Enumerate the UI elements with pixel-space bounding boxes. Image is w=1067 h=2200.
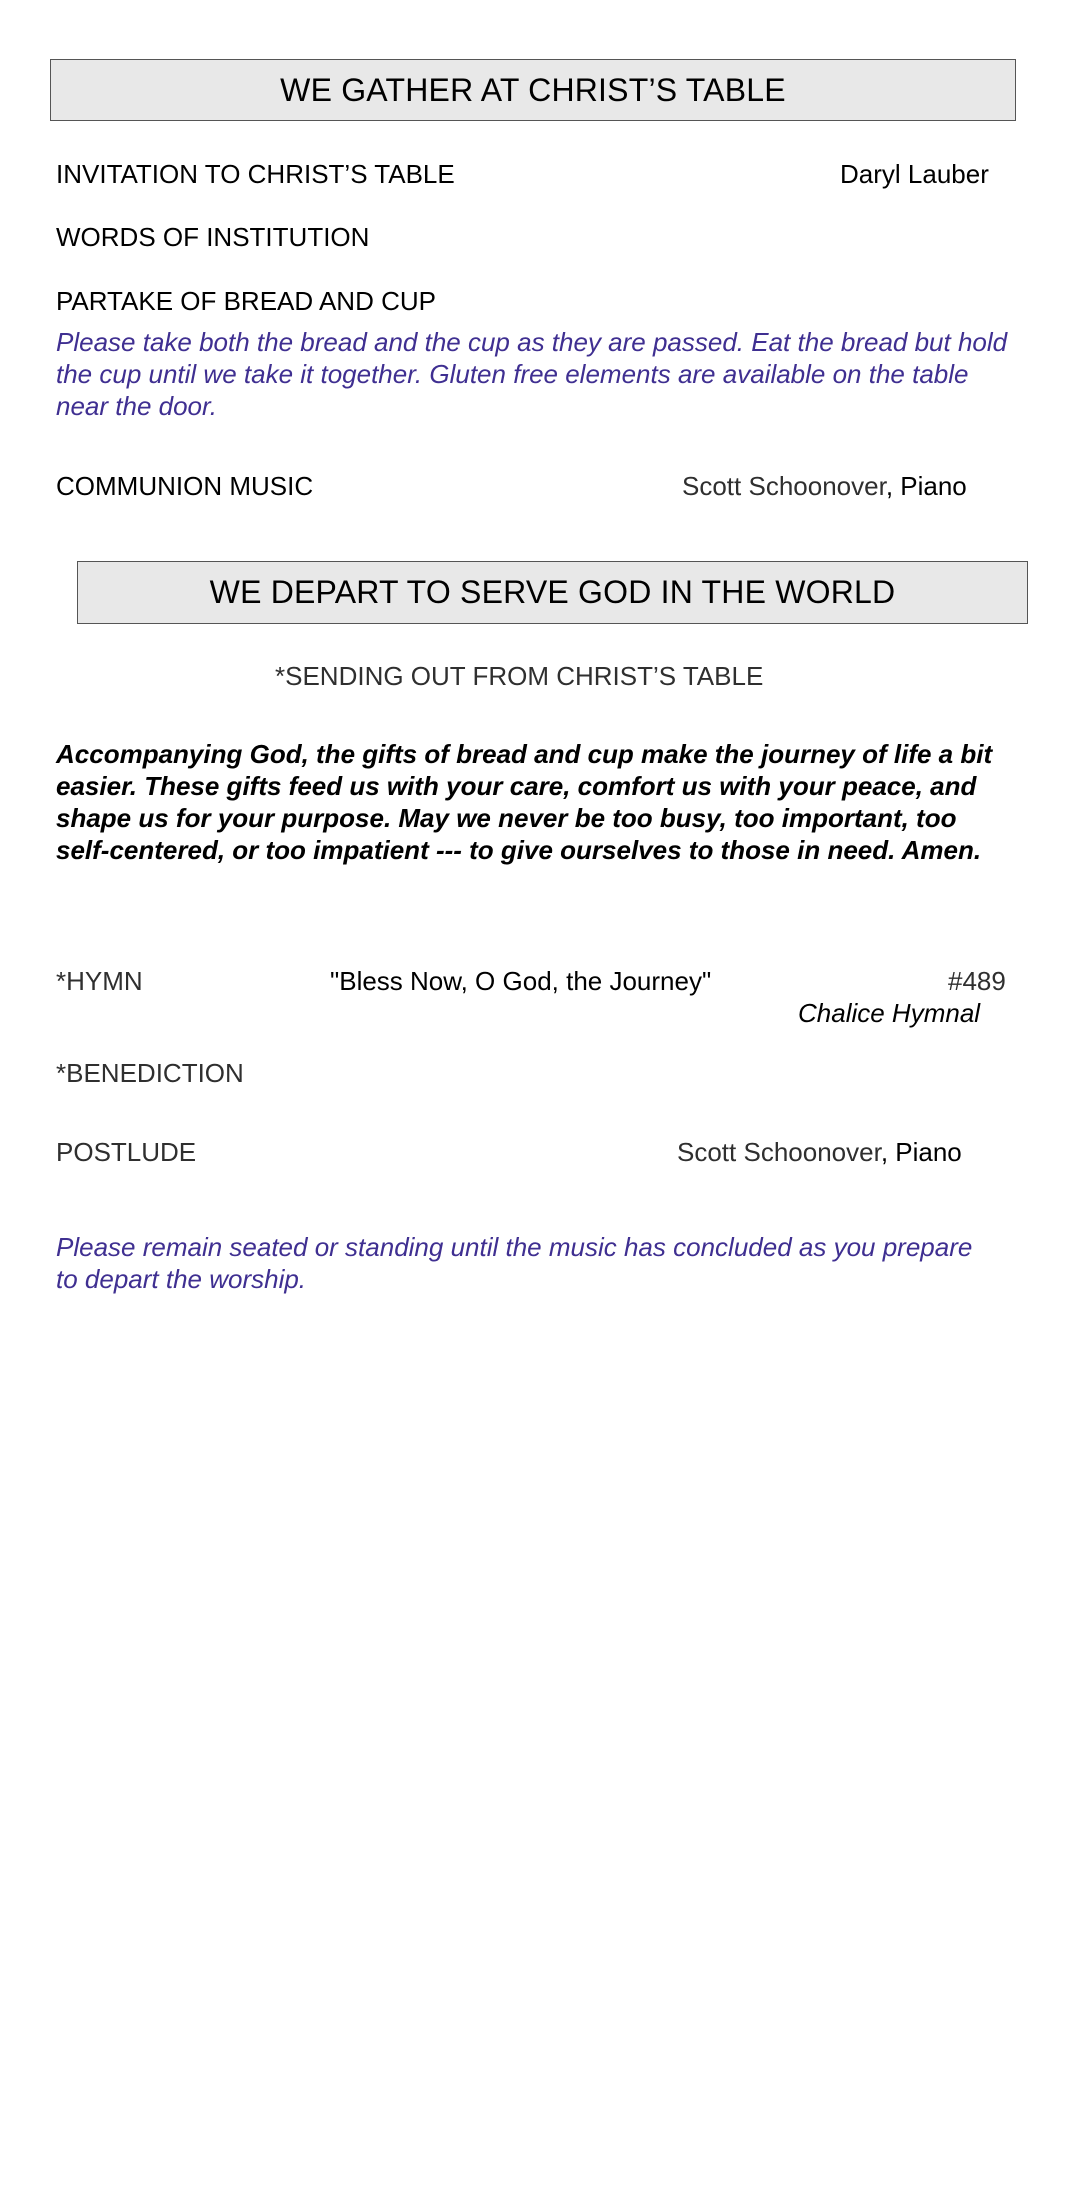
communion-music-performer: Scott Schoonover bbox=[682, 471, 886, 501]
postlude-performer: Scott Schoonover bbox=[677, 1137, 881, 1167]
invitation-leader: Daryl Lauber bbox=[840, 159, 989, 189]
closing-note: Please remain seated or standing until the music has concluded as you prepare to depart the worship. bbox=[56, 1232, 973, 1294]
postlude-label: POSTLUDE bbox=[56, 1137, 197, 1167]
communion-music-credit bbox=[682, 473, 967, 499]
hymn-label: *HYMN bbox=[56, 966, 143, 996]
gather-heading-text: WE GATHER AT CHRIST’S TABLE bbox=[280, 71, 786, 108]
communion-music-instrument: , Piano bbox=[885, 471, 967, 501]
benediction-label: *BENEDICTION bbox=[56, 1058, 244, 1088]
sending-prayer: Accompanying God, the gifts of bread and cup make the journey of life a bit easier. These gifts feed us with your care, comfort us with your peace, and shape us for your purpose. May we never be too busy, too important, too self-centered, or too impatient --- to give ourselves to those in need. Amen. bbox=[56, 739, 993, 865]
depart-section-heading bbox=[77, 561, 1028, 624]
partake-instructions: Please take both the bread and the cup as they are passed. Eat the bread but hold the cup until we take it together. Gluten free elements are available on the table near the door. bbox=[56, 327, 1008, 421]
sending-out-label: *SENDING OUT FROM CHRIST’S TABLE bbox=[275, 661, 764, 691]
postlude-credit bbox=[677, 1139, 962, 1165]
communion-music-label: COMMUNION MUSIC bbox=[56, 471, 314, 501]
partake-label: PARTAKE OF BREAD AND CUP bbox=[56, 286, 436, 316]
words-of-institution-label: WORDS OF INSTITUTION bbox=[56, 222, 370, 252]
hymn-number: #489 bbox=[948, 966, 1006, 996]
hymn-title: "Bless Now, O God, the Journey" bbox=[330, 966, 712, 996]
postlude-instrument: , Piano bbox=[880, 1137, 962, 1167]
depart-heading-text: WE DEPART TO SERVE GOD IN THE WORLD bbox=[209, 574, 896, 610]
hymnal-name: Chalice Hymnal bbox=[798, 998, 981, 1028]
gather-section-heading bbox=[50, 59, 1016, 121]
invitation-label: INVITATION TO CHRIST’S TABLE bbox=[56, 159, 455, 189]
